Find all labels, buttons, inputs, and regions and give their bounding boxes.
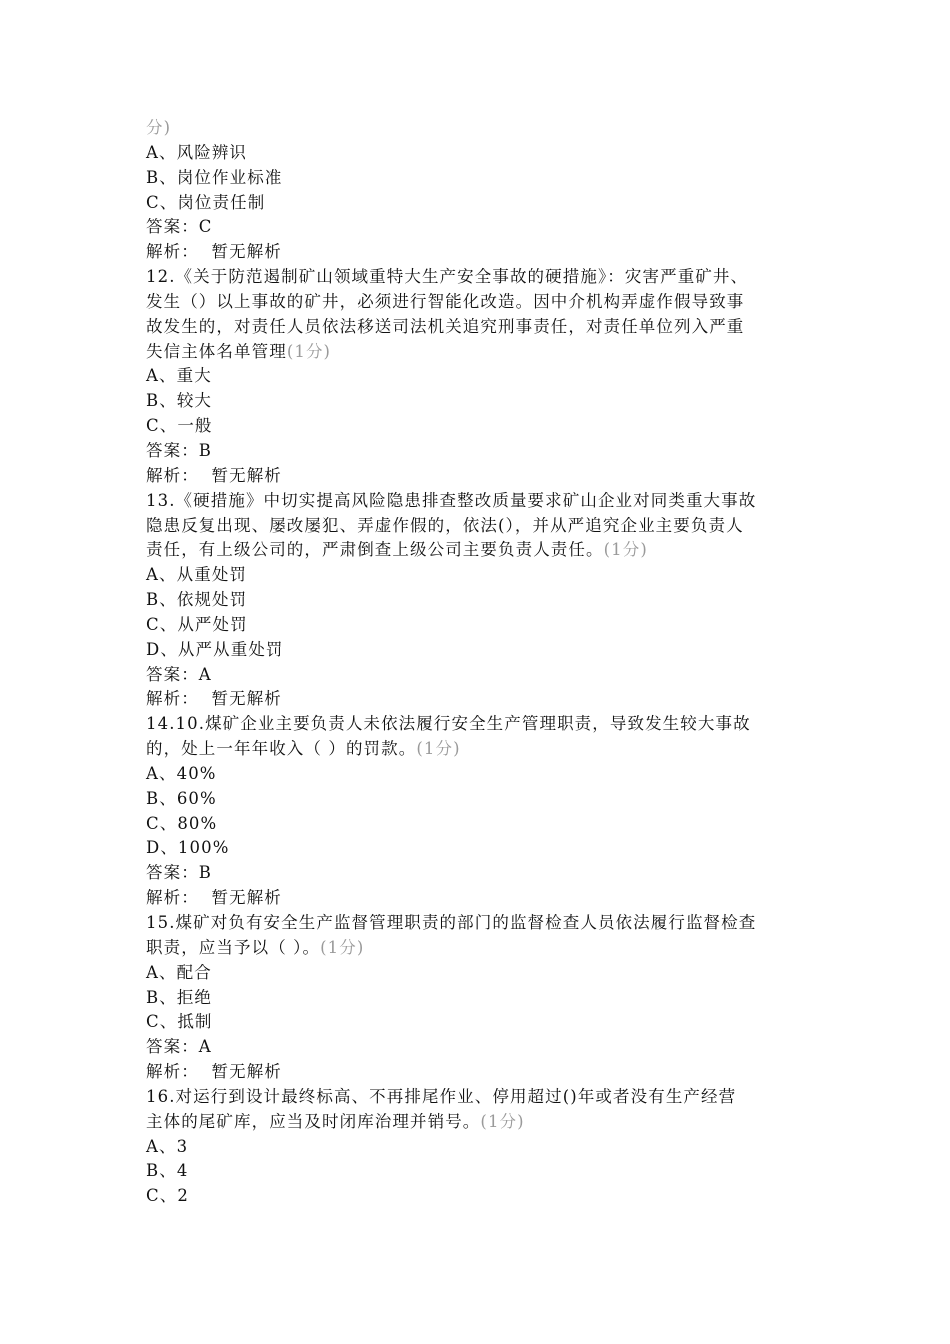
document-page	[146, 116, 826, 1209]
question-15-answer: 答案：A	[146, 1037, 212, 1057]
question-11-option-a: A、风险辨识	[146, 142, 248, 162]
question-12-score: (1分)	[286, 341, 332, 361]
question-15-option-a: A、配合	[146, 962, 212, 982]
question-13-text-line-3-text: 责任，有上级公司的，严肃倒查上级公司主要负责人责任。	[146, 540, 604, 560]
question-14-text-line-1: 14.10.煤矿企业主要负责人未依法履行安全生产管理职责，导致发生较大事故	[146, 714, 751, 734]
question-13-option-a: A、从重处罚	[146, 565, 248, 585]
question-12-text-line-2: 发生（）以上事故的矿井，必须进行智能化改造。因中介机构弄虚作假导致事	[146, 291, 745, 311]
question-13-option-d: D、从严从重处罚	[146, 639, 284, 659]
question-15-text-line-1: 15.煤矿对负有安全生产监督管理职责的部门的监督检查人员依法履行监督检查	[146, 913, 757, 932]
question-12-text-line-4-text: 失信主体名单管理	[146, 341, 287, 361]
question-13-analysis: 解析： 暂无解析	[146, 689, 282, 709]
question-11-score-continuation: 分)	[146, 118, 172, 137]
question-15-analysis: 解析： 暂无解析	[146, 1062, 282, 1082]
question-16-option-a: A、3	[146, 1136, 189, 1156]
question-16-option-c: C、2	[146, 1186, 189, 1206]
question-16-text-line-2-text: 主体的尾矿库，应当及时闭库治理并销号。	[146, 1111, 481, 1131]
question-14-option-d: D、100%	[146, 838, 230, 858]
question-14-answer: 答案：B	[146, 863, 213, 883]
question-16-option-b: B、4	[146, 1161, 189, 1181]
question-14-option-a: A、40%	[146, 763, 217, 783]
question-12-answer: 答案：B	[146, 440, 213, 460]
question-11-analysis: 解析： 暂无解析	[146, 242, 282, 262]
question-12-option-a: A、重大	[146, 366, 212, 386]
question-12-text-line-3: 故发生的，对责任人员依法移送司法机关追究刑事责任，对责任单位列入严重	[146, 316, 745, 336]
question-13-text-line-3	[146, 538, 826, 563]
question-11-option-b: B、岗位作业标准	[146, 167, 283, 187]
question-15-option-c: C、抵制	[146, 1012, 213, 1032]
question-13-option-b: B、依规处罚	[146, 590, 248, 610]
question-12-text-line-4	[146, 340, 826, 365]
question-15-text-line-2	[146, 936, 826, 961]
question-11-answer: 答案：C	[146, 217, 213, 237]
question-11-option-c: C、岗位责任制	[146, 192, 266, 212]
question-12-analysis: 解析： 暂无解析	[146, 465, 282, 485]
question-14-text-line-2-text: 的，处上一年年收入（ ）的罚款。	[146, 739, 417, 759]
question-14-option-c: C、80%	[146, 813, 218, 833]
question-15-text-line-2-text: 职责，应当予以（ ）。	[146, 937, 321, 957]
question-16-text-line-2	[146, 1110, 826, 1135]
question-16-text-line-1: 16.对运行到设计最终标高、不再排尾作业、停用超过()年或者没有生产经营	[146, 1086, 737, 1106]
question-13-answer: 答案：A	[146, 664, 212, 684]
question-16-score: (1分)	[480, 1111, 525, 1131]
question-15-score: (1分)	[320, 937, 365, 957]
question-14-score: (1分)	[416, 739, 461, 759]
question-14-analysis: 解析： 暂无解析	[146, 888, 282, 908]
question-13-text-line-2: 隐患反复出现、屡改屡犯、弄虚作假的，依法(），并从严追究企业主要负责人	[146, 515, 744, 535]
question-13-option-c: C、从严处罚	[146, 614, 248, 634]
question-13-score: (1分)	[603, 540, 648, 560]
question-13-text-line-1: 13.《硬措施》中切实提高风险隐患排查整改质量要求矿山企业对同类重大事故	[146, 490, 757, 510]
question-14-option-b: B、60%	[146, 788, 217, 808]
question-15-option-b: B、拒绝	[146, 987, 213, 1007]
question-12-option-b: B、较大	[146, 391, 213, 411]
question-12-option-c: C、一般	[146, 416, 213, 436]
question-12-text-line-1: 12.《关于防范遏制矿山领域重特大生产安全事故的硬措施》：灾害严重矿井、	[146, 267, 749, 287]
question-14-text-line-2	[146, 737, 826, 762]
